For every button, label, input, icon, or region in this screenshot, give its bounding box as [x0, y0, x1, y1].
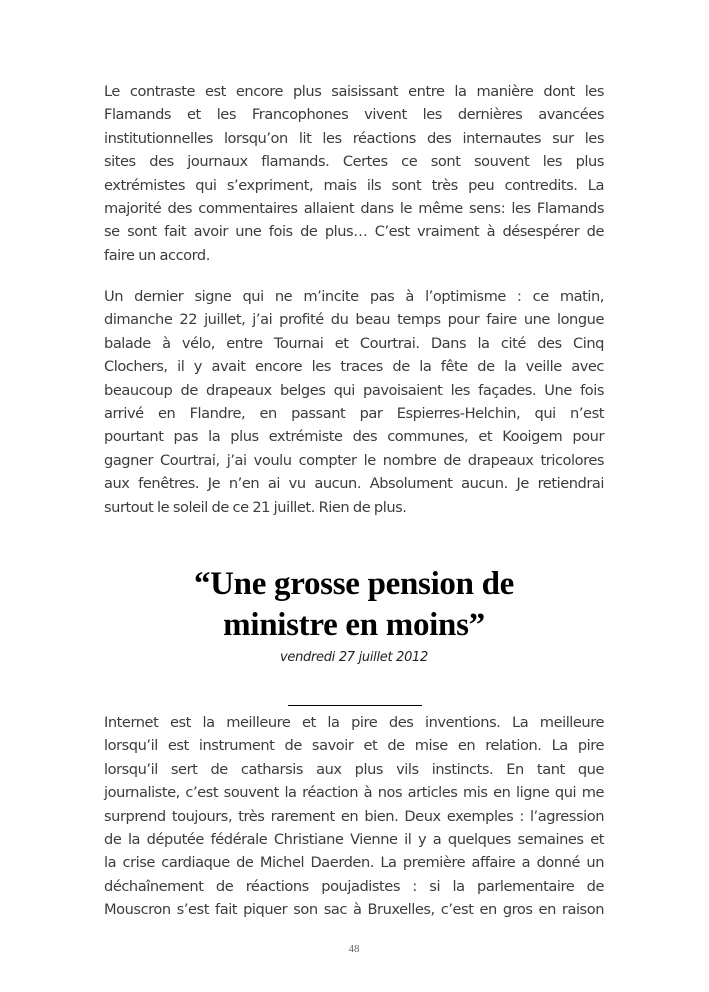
- article-title-line: “Une grosse pension de: [193, 566, 515, 602]
- text-line: la crise cardiaque de Michel Daerden. La première affaire a donné un: [104, 854, 604, 872]
- text-line: majorité des commentaires allaient dans le même sens: les Flamands: [104, 200, 604, 218]
- text-line: se sont fait avoir une fois de plus… C’est vraiment à désespérer de: [104, 223, 604, 241]
- text-line: Le contraste est encore plus saisissant entre la manière dont les: [104, 83, 604, 100]
- paragraph-internet: [104, 711, 604, 922]
- text-line: Flamands et les Francophones vivent les dernières avancées: [104, 106, 604, 124]
- paragraph-flemish-reactions: [104, 80, 604, 267]
- text-line: surprend toujours, très rarement en bien. Deux exemples : l’agression: [104, 807, 604, 825]
- paragraph-bike-ride: [104, 285, 604, 519]
- text-line: pourtant pas la plus extrémiste des communes, et Kooigem pour: [104, 428, 604, 446]
- text-line: dimanche 22 juillet, j’ai profité du beau temps pour faire une longue: [104, 311, 604, 329]
- text-line: sites des journaux flamands. Certes ce sont souvent les plus: [104, 153, 604, 171]
- article-title-line: ministre en moins”: [223, 607, 485, 643]
- text-line: Mouscron s’est fait piquer son sac à Bruxelles, c’est en gros en raison: [104, 901, 604, 919]
- text-line: arrivé en Flandre, en passant par Espierres-Helchin, qui n’est: [104, 405, 604, 423]
- text-line: aux fenêtres. Je n’en ai vu aucun. Absolument aucun. Je retiendrai: [104, 475, 604, 493]
- section-divider: [288, 705, 422, 706]
- text-line: institutionnelles lorsqu’on lit les réactions des internautes sur les: [104, 129, 604, 147]
- text-line: gagner Courtrai, j’ai voulu compter le nombre de drapeaux tricolores: [104, 451, 604, 469]
- text-line: surtout le soleil de ce 21 juillet. Rien de plus.: [104, 498, 407, 516]
- text-line: déchaînement de réactions poujadistes : si la parlementaire de: [104, 877, 604, 895]
- page-number: 48: [348, 943, 360, 955]
- text-line: de la députée fédérale Christiane Vienne il y a quelques semaines et: [104, 831, 604, 849]
- text-line: beaucoup de drapeaux belges qui pavoisaient les façades. Une fois: [104, 381, 604, 399]
- text-line: Clochers, il y avait encore les traces de la fête de la veille avec: [104, 358, 604, 376]
- text-line: balade à vélo, entre Tournai et Courtrai. Dans la cité des Cinq: [104, 334, 604, 352]
- text-line: Un dernier signe qui ne m’incite pas à l’optimisme : ce matin,: [104, 288, 604, 305]
- text-line: journaliste, c’est souvent la réaction à nos articles mis en ligne qui me: [104, 784, 604, 802]
- text-line: lorsqu’il est instrument de savoir et de mise en relation. La pire: [104, 737, 604, 755]
- article-title: [104, 564, 604, 646]
- text-line: lorsqu’il sert de catharsis aux plus vils instincts. En tant que: [104, 760, 604, 778]
- text-line: Internet est la meilleure et la pire des inventions. La meilleure: [104, 714, 604, 731]
- text-line: faire un accord.: [104, 246, 210, 264]
- text-line: extrémistes qui s’expriment, mais ils sont très peu contredits. La: [104, 176, 604, 194]
- article-date: vendredi 27 juillet 2012: [280, 650, 428, 665]
